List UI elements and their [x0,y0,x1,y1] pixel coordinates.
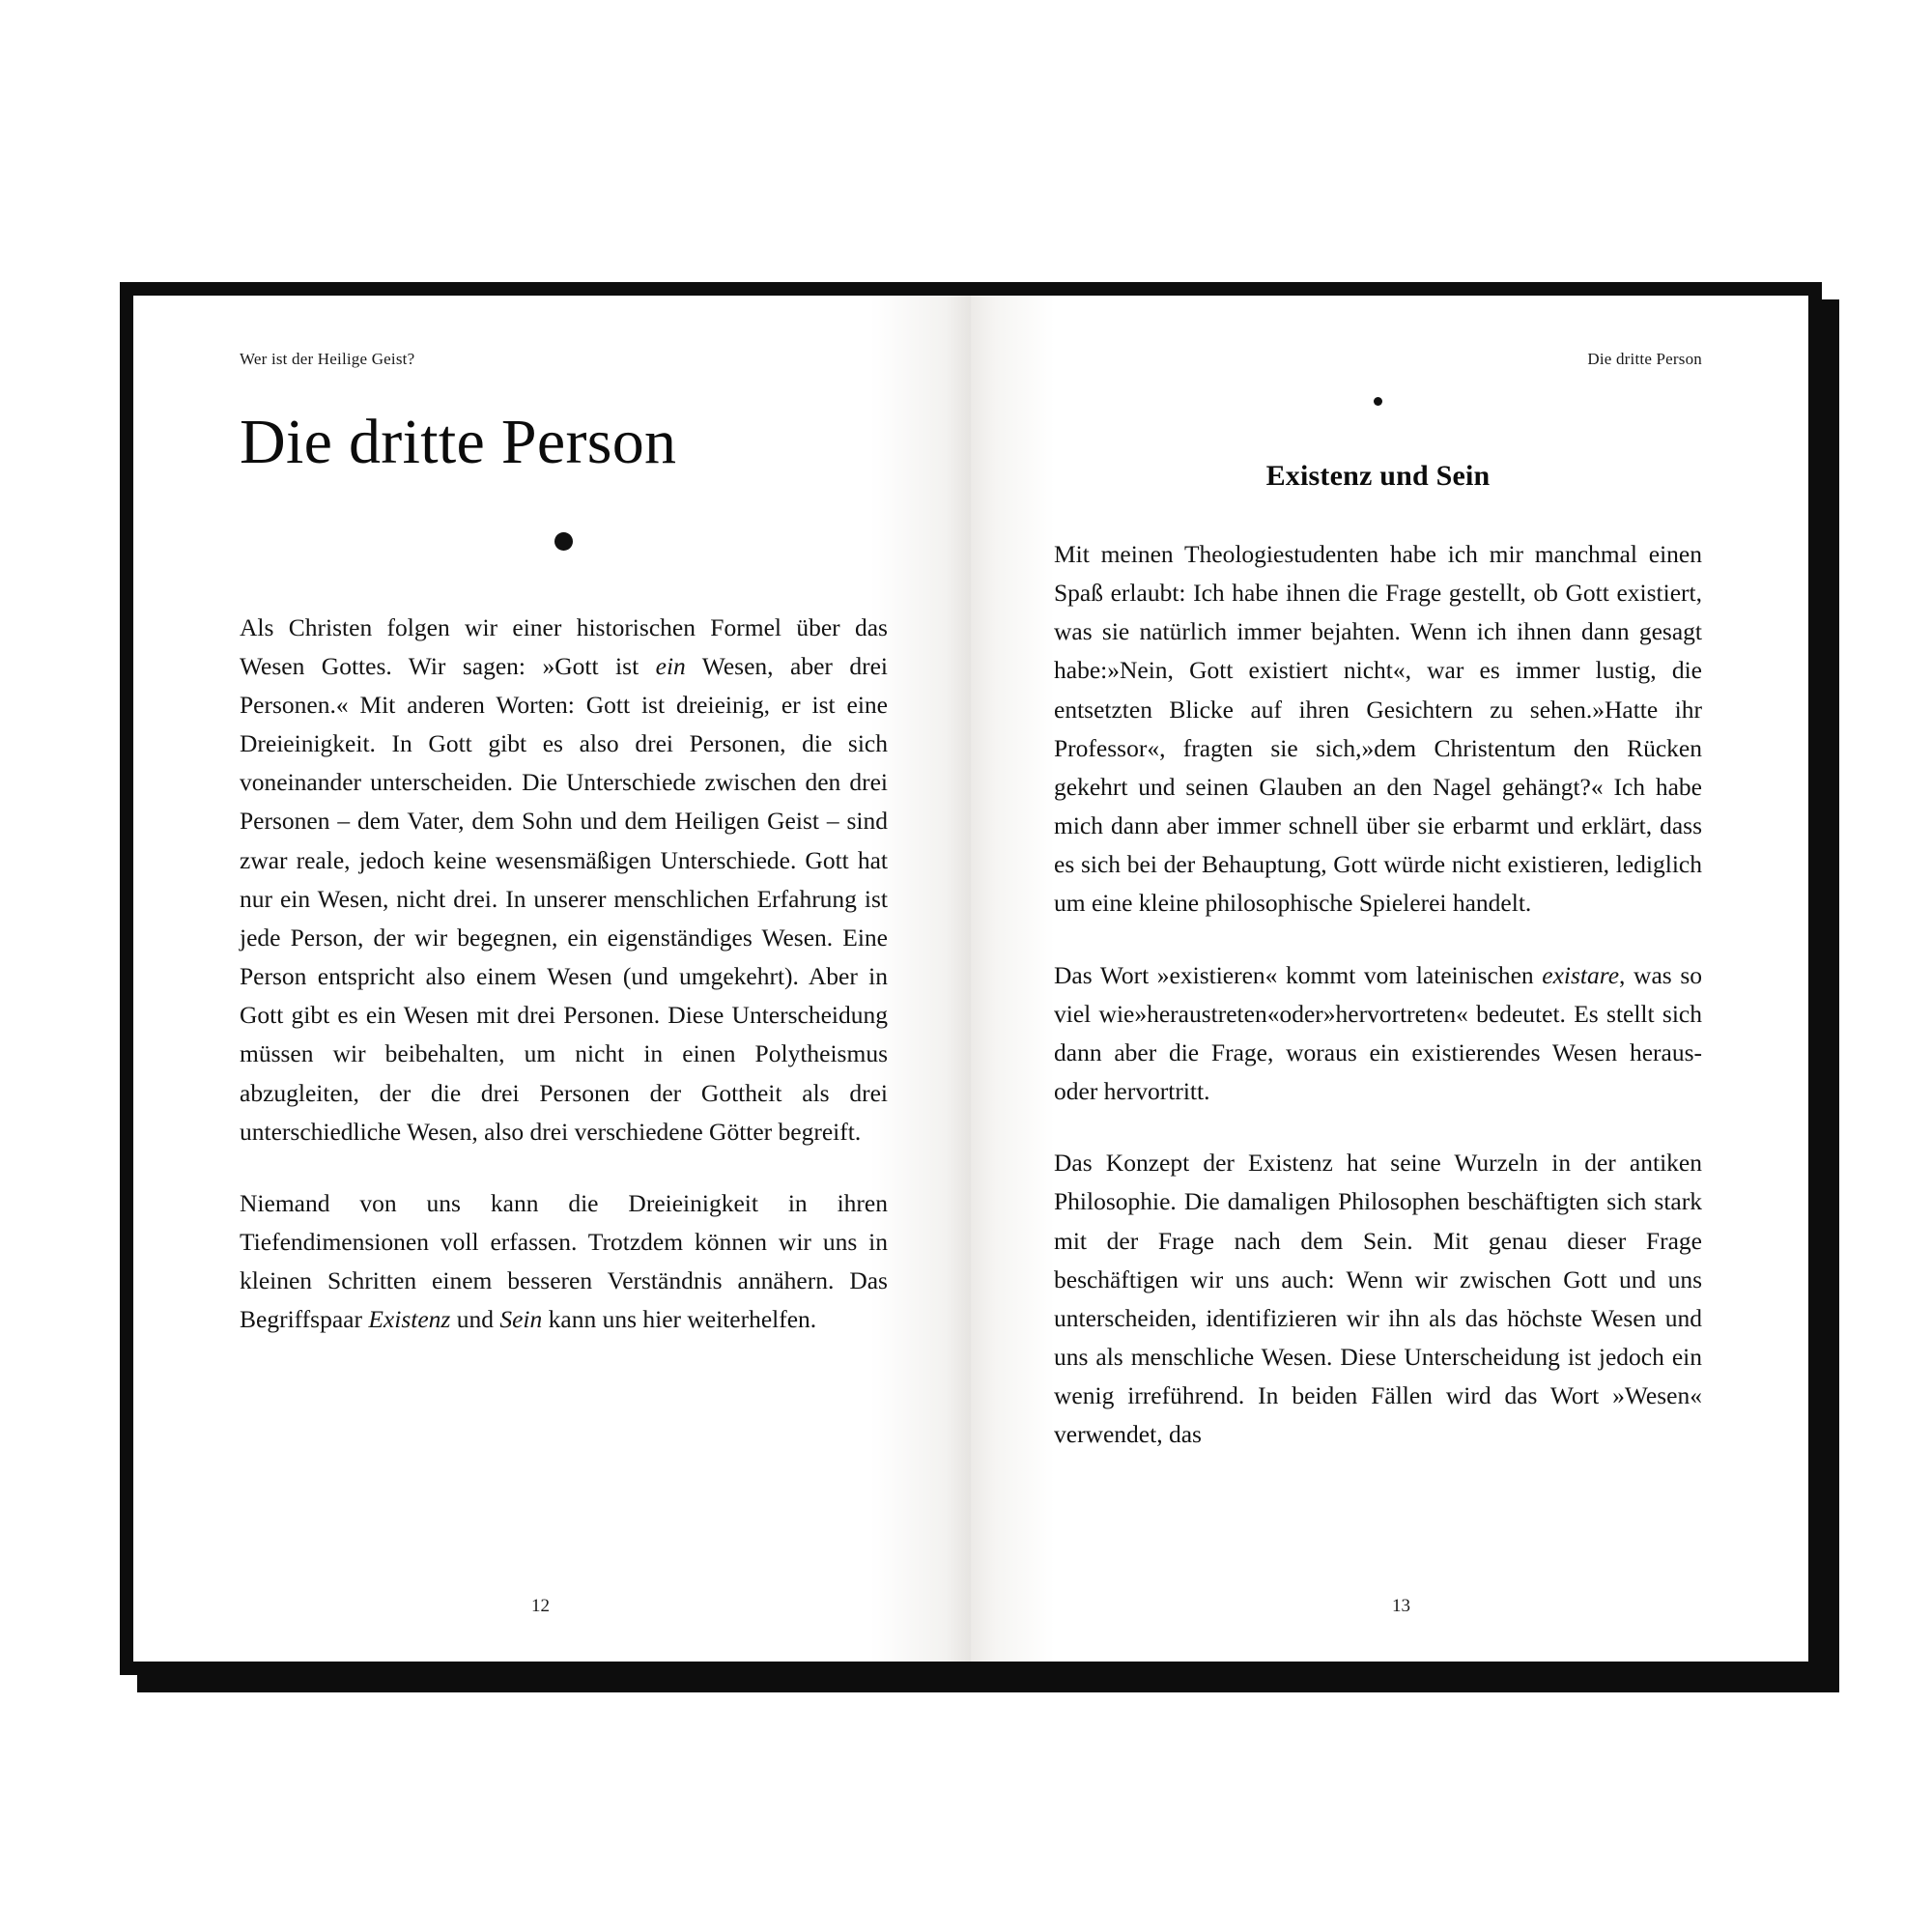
ornament-dot-small [1054,394,1702,410]
left-body-text [240,609,888,1340]
page-right [971,296,1808,1662]
bullet-dot-icon [554,532,573,551]
page-number-right: 13 [1392,1596,1410,1616]
chapter-title: Die dritte Person [240,407,677,477]
paragraph: Das Konzept der Existenz hat seine Wurzeln in der antiken Philosophie. Die damaligen Philosophen beschäftigten sich stark mit der Frage nach dem Sein. Mit genau dieser Frage beschäftigen wir uns auch: Wenn wir zwischen Gott und uns unterscheiden, identifizieren wir ihn als das höchste Wesen und uns als menschliche Wesen. Diese Unterscheidung ist jedoch ein wenig irreführend. In beiden Fällen wird das Wort »Wesen« verwendet, das [1054,1149,1702,1449]
section-title: Existenz und Sein [1265,460,1491,492]
paragraph: Das Wort »existieren« kommt vom lateinischen existare, was so viel wie»heraustreten«oder»hervortreten« bedeutet. Es stellt sich dann aber die Frage, woraus ein existierendes Wesen heraus- oder hervortritt. [1054,960,1702,1106]
paragraph: Niemand von uns kann die Dreieinigkeit in ihren Tiefendimensionen voll erfassen. Trotzdem können wir uns in kleinen Schritten einem besseren Verständnis annähern. Das Begriffspaar Existenz und Sein kann uns hier weiterhelfen. [240,1188,888,1334]
pages-container [133,296,1808,1662]
running-head-left: Wer ist der Heilige Geist? [240,350,415,368]
paragraph: Mit meinen Theologiestudenten habe ich mir manchmal einen Spaß erlaubt: Ich habe ihnen die Frage gestellt, ob Gott existiert, was sie natürlich immer bejahten. Wenn ich ihnen dann gesagt habe:»Nein, Gott existiert nicht«, war es immer lustig, die entsetzten Blicke auf ihren Gesichtern zu sehen.»Hatte ihr Professor«, fragten sie sich,»dem Christentum den Rücken gekehrt und seinen Glauben an den Nagel gehängt?« Ich habe mich dann aber immer schnell über sie erbarmt und erklärt, dass es sich bei der Behauptung, Gott würde nicht existieren, lediglich um eine kleine philosophische Spielerei handelt. [1054,540,1702,918]
bullet-dot-icon [1374,397,1382,406]
right-body-text [1054,535,1702,1454]
page-left [133,296,971,1662]
ornament-dot-large [240,532,888,554]
page-number-left: 12 [531,1596,550,1616]
book-spread [120,282,1822,1675]
paragraph: Als Christen folgen wir einer historischen Formel über das Wesen Gottes. Wir sagen: »Gott ist ein Wesen, aber drei Personen.« Mit anderen Worten: Gott ist dreieinig, er ist eine Dreieinigkeit. In Gott gibt es also drei Personen, die sich voneinander unterscheiden. Die Unterschiede zwischen den drei Personen – dem Vater, dem Sohn und dem Heiligen Geist – sind zwar reale, jedoch keine wesensmäßigen Unterschiede. Gott hat nur ein Wesen, nicht drei. In unserer menschlichen Erfahrung ist jede Person, der wir begegnen, ein eigenständiges Wesen. Eine Person entspricht also einem Wesen (und umgekehrt). Aber in Gott gibt es ein Wesen mit drei Personen. Diese Unterscheidung müssen wir beibehalten, um nicht in einen Polytheismus abzugleiten, der die drei Personen der Gottheit als drei unterschiedliche Wesen, also drei verschiedene Götter begreift. [240,612,888,1146]
running-head-right: Die dritte Person [1587,350,1702,368]
